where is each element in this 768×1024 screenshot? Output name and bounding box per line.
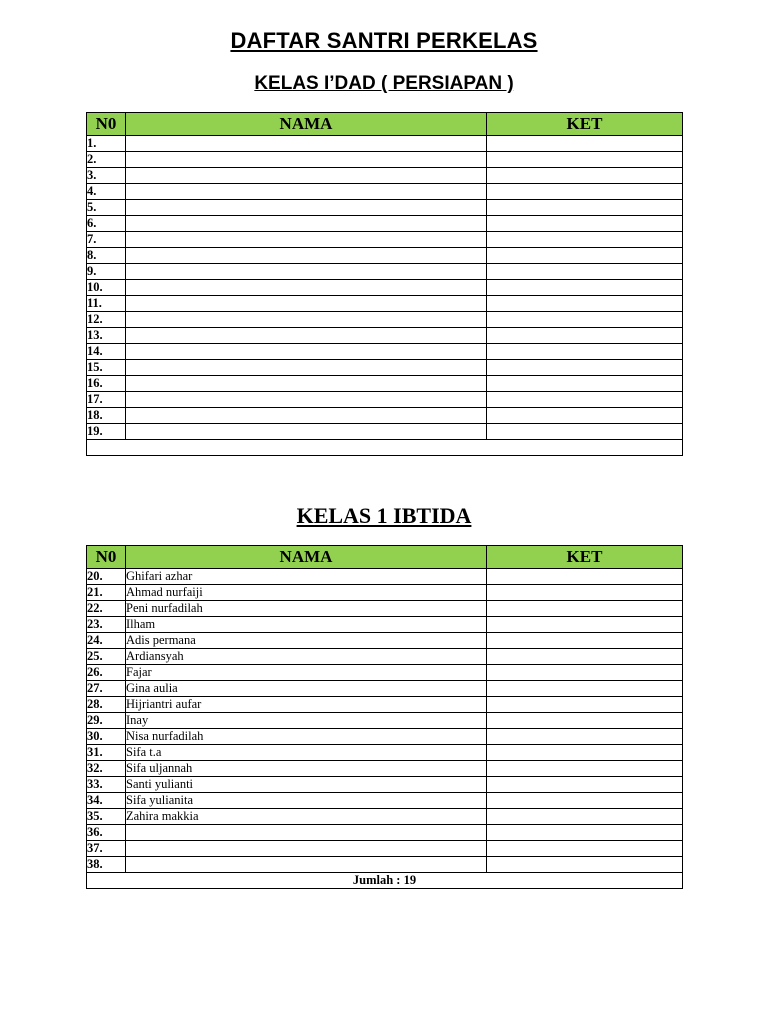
cell-ket [487, 216, 683, 232]
cell-no: 31. [87, 745, 126, 761]
cell-nama: Ardiansyah [126, 649, 487, 665]
cell-no: 7. [87, 232, 126, 248]
section-heading-idad: KELAS I’DAD ( PERSIAPAN ) [254, 73, 514, 94]
cell-nama: Sifa t.a [126, 745, 487, 761]
document-title: DAFTAR SANTRI PERKELAS [230, 28, 538, 53]
table-body [87, 136, 683, 440]
cell-ket [487, 585, 683, 601]
cell-nama [126, 857, 487, 873]
cell-no: 5. [87, 200, 126, 216]
roster-table-idad [86, 112, 683, 456]
cell-ket [487, 761, 683, 777]
cell-ket [487, 312, 683, 328]
table-row [87, 200, 683, 216]
cell-no: 36. [87, 825, 126, 841]
cell-ket [487, 232, 683, 248]
table-row [87, 713, 683, 729]
cell-ket [487, 344, 683, 360]
table-row [87, 424, 683, 440]
cell-nama [126, 280, 487, 296]
cell-no: 22. [87, 601, 126, 617]
table-row [87, 280, 683, 296]
cell-nama [126, 184, 487, 200]
cell-ket [487, 857, 683, 873]
table-row [87, 745, 683, 761]
cell-nama [126, 168, 487, 184]
table-row [87, 312, 683, 328]
cell-no: 30. [87, 729, 126, 745]
table-row [87, 360, 683, 376]
cell-ket [487, 264, 683, 280]
table-row [87, 857, 683, 873]
table-row [87, 825, 683, 841]
table-row [87, 665, 683, 681]
cell-no: 8. [87, 248, 126, 264]
table-row [87, 216, 683, 232]
cell-no: 38. [87, 857, 126, 873]
column-header-ket: KET [487, 113, 683, 136]
table-row [87, 601, 683, 617]
cell-nama [126, 376, 487, 392]
cell-nama [126, 216, 487, 232]
cell-ket [487, 328, 683, 344]
cell-ket [487, 360, 683, 376]
table-row [87, 793, 683, 809]
table-row [87, 649, 683, 665]
cell-no: 34. [87, 793, 126, 809]
cell-nama: Gina aulia [126, 681, 487, 697]
cell-ket [487, 601, 683, 617]
table-row [87, 681, 683, 697]
table-row [87, 809, 683, 825]
cell-nama: Nisa nurfadilah [126, 729, 487, 745]
cell-no: 17. [87, 392, 126, 408]
cell-no: 28. [87, 697, 126, 713]
table-row [87, 761, 683, 777]
cell-nama [126, 360, 487, 376]
table-row [87, 697, 683, 713]
table-row [87, 569, 683, 585]
table-row [87, 232, 683, 248]
cell-no: 26. [87, 665, 126, 681]
cell-nama [126, 232, 487, 248]
cell-ket [487, 617, 683, 633]
cell-no: 16. [87, 376, 126, 392]
cell-nama: Fajar [126, 665, 487, 681]
table-row [87, 136, 683, 152]
table-row [87, 408, 683, 424]
cell-ket [487, 152, 683, 168]
cell-no: 4. [87, 184, 126, 200]
cell-nama [126, 296, 487, 312]
cell-ket [487, 729, 683, 745]
cell-ket [487, 649, 683, 665]
cell-nama: Sifa yulianita [126, 793, 487, 809]
column-header-no: N0 [87, 546, 126, 569]
table-row [87, 841, 683, 857]
table-row [87, 168, 683, 184]
cell-nama [126, 248, 487, 264]
cell-ket [487, 168, 683, 184]
cell-nama: Inay [126, 713, 487, 729]
cell-ket [487, 745, 683, 761]
cell-no: 1. [87, 136, 126, 152]
cell-no: 18. [87, 408, 126, 424]
cell-ket [487, 392, 683, 408]
cell-ket [487, 633, 683, 649]
cell-no: 6. [87, 216, 126, 232]
table-row [87, 248, 683, 264]
column-header-nama: NAMA [126, 546, 487, 569]
cell-nama [126, 825, 487, 841]
cell-no: 27. [87, 681, 126, 697]
table-header-row [87, 113, 683, 136]
table-row [87, 585, 683, 601]
cell-nama: Peni nurfadilah [126, 601, 487, 617]
cell-ket [487, 777, 683, 793]
cell-ket [487, 296, 683, 312]
cell-nama: Hijriantri aufar [126, 697, 487, 713]
cell-nama: Ilham [126, 617, 487, 633]
cell-ket [487, 184, 683, 200]
table-footer-row [87, 873, 683, 889]
cell-no: 37. [87, 841, 126, 857]
column-header-no: N0 [87, 113, 126, 136]
cell-nama [126, 841, 487, 857]
cell-nama: Ahmad nurfaiji [126, 585, 487, 601]
cell-nama [126, 136, 487, 152]
cell-no: 32. [87, 761, 126, 777]
cell-ket [487, 809, 683, 825]
cell-ket [487, 793, 683, 809]
cell-nama: Santi yulianti [126, 777, 487, 793]
cell-no: 3. [87, 168, 126, 184]
cell-no: 19. [87, 424, 126, 440]
cell-nama: Sifa uljannah [126, 761, 487, 777]
cell-nama [126, 424, 487, 440]
cell-no: 24. [87, 633, 126, 649]
section-heading-ibtida: KELAS 1 IBTIDA [296, 503, 472, 528]
table-row [87, 344, 683, 360]
cell-no: 15. [87, 360, 126, 376]
roster-table-ibtida [86, 545, 683, 889]
cell-nama [126, 408, 487, 424]
cell-no: 14. [87, 344, 126, 360]
cell-no: 35. [87, 809, 126, 825]
table-footer-row [87, 440, 683, 456]
table-row [87, 184, 683, 200]
cell-nama [126, 344, 487, 360]
cell-ket [487, 825, 683, 841]
cell-nama [126, 392, 487, 408]
table-body [87, 569, 683, 873]
cell-no: 33. [87, 777, 126, 793]
cell-no: 25. [87, 649, 126, 665]
cell-no: 2. [87, 152, 126, 168]
cell-no: 10. [87, 280, 126, 296]
cell-no: 12. [87, 312, 126, 328]
table-row [87, 777, 683, 793]
table-row [87, 264, 683, 280]
cell-no: 13. [87, 328, 126, 344]
cell-no: 9. [87, 264, 126, 280]
table-row [87, 392, 683, 408]
cell-no: 20. [87, 569, 126, 585]
table-row [87, 376, 683, 392]
cell-nama [126, 200, 487, 216]
cell-ket [487, 841, 683, 857]
cell-ket [487, 248, 683, 264]
cell-nama [126, 328, 487, 344]
cell-ket [487, 200, 683, 216]
table-header-row [87, 546, 683, 569]
table-row [87, 152, 683, 168]
cell-nama [126, 152, 487, 168]
cell-ket [487, 376, 683, 392]
cell-no: 11. [87, 296, 126, 312]
cell-ket [487, 713, 683, 729]
cell-no: 29. [87, 713, 126, 729]
table-footer-cell [87, 440, 683, 456]
cell-ket [487, 280, 683, 296]
cell-ket [487, 665, 683, 681]
table-row [87, 296, 683, 312]
cell-nama [126, 264, 487, 280]
cell-ket [487, 569, 683, 585]
cell-ket [487, 408, 683, 424]
cell-ket [487, 136, 683, 152]
table-row [87, 328, 683, 344]
column-header-nama: NAMA [126, 113, 487, 136]
cell-nama [126, 312, 487, 328]
column-header-ket: KET [487, 546, 683, 569]
cell-ket [487, 681, 683, 697]
table-row [87, 617, 683, 633]
cell-nama: Adis permana [126, 633, 487, 649]
cell-nama: Ghifari azhar [126, 569, 487, 585]
cell-ket [487, 697, 683, 713]
cell-ket [487, 424, 683, 440]
total-count-cell: Jumlah : 19 [87, 873, 683, 889]
cell-no: 23. [87, 617, 126, 633]
cell-no: 21. [87, 585, 126, 601]
cell-nama: Zahira makkia [126, 809, 487, 825]
table-row [87, 729, 683, 745]
table-row [87, 633, 683, 649]
